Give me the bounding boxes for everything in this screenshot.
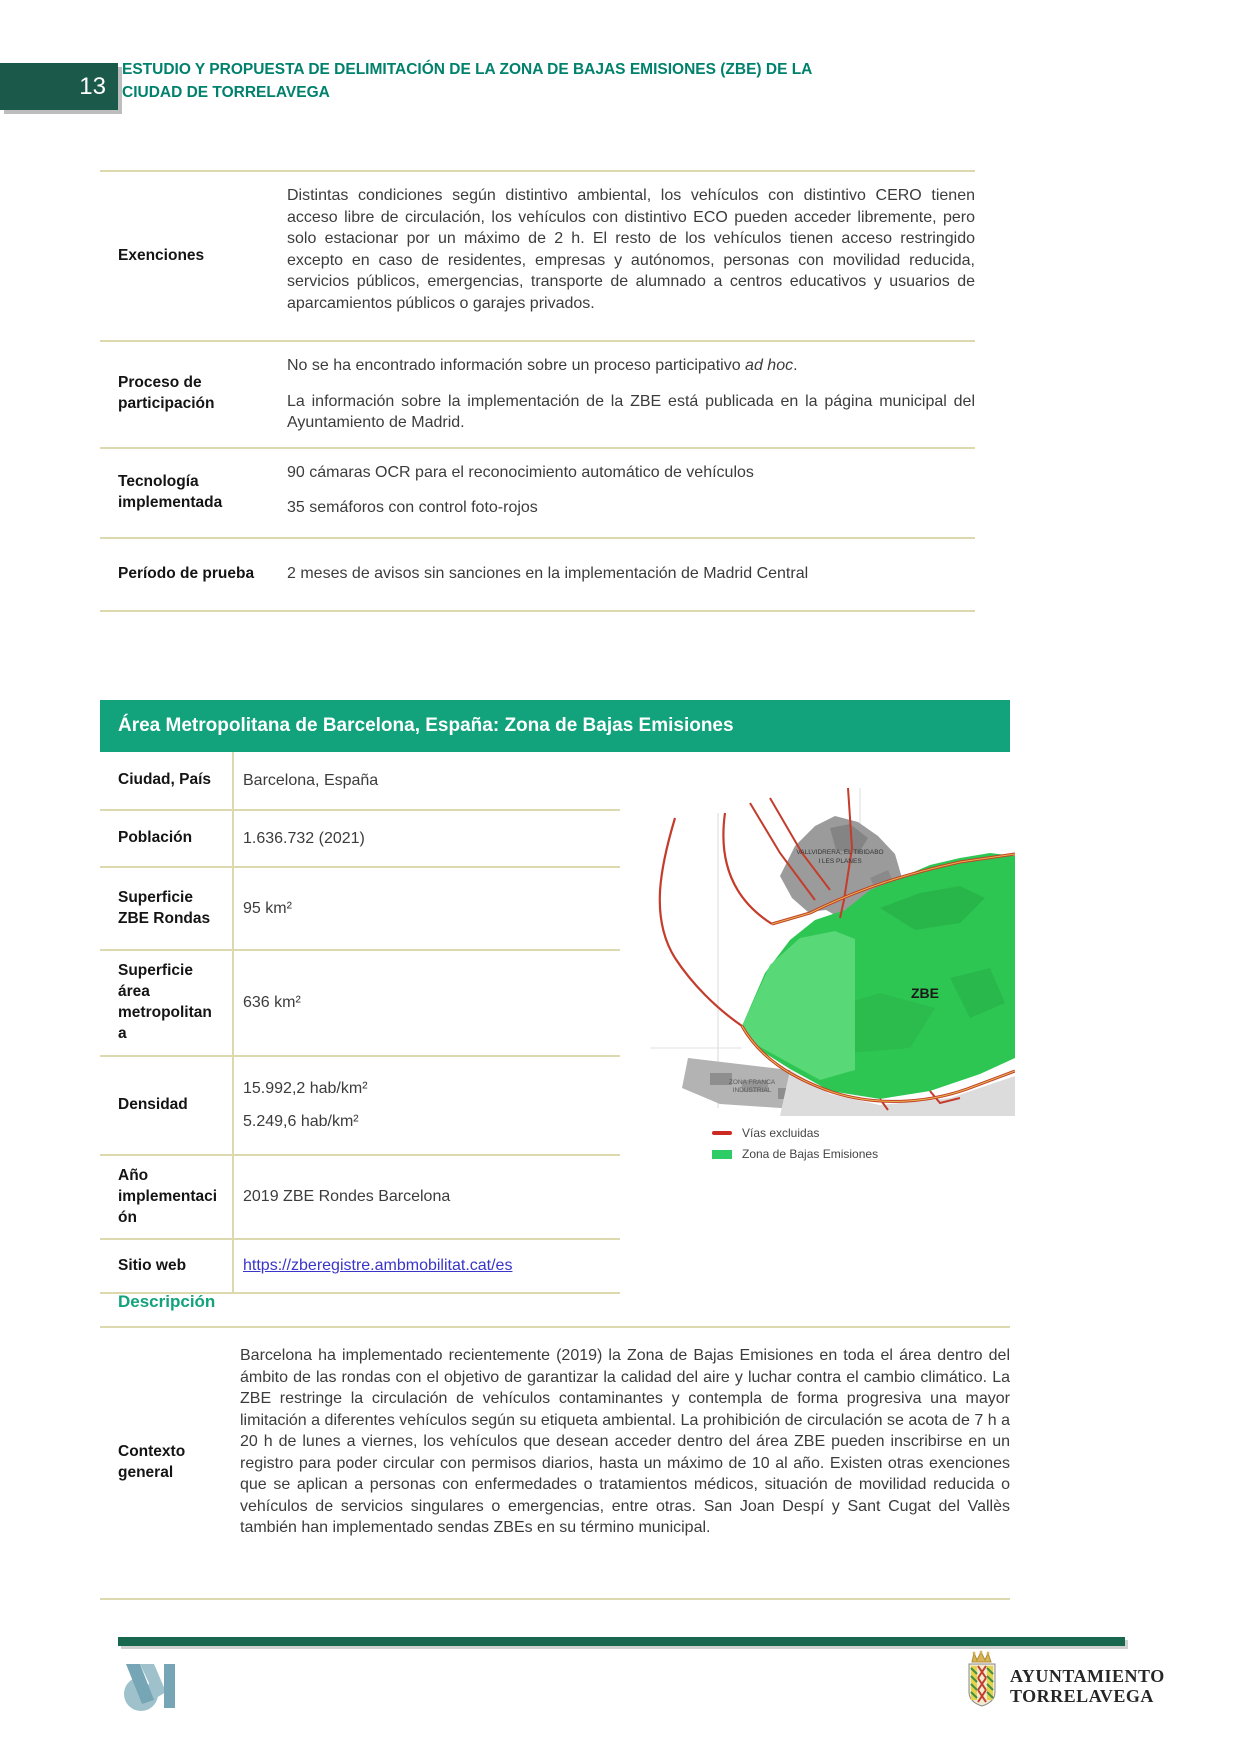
row-label: Exenciones xyxy=(118,246,205,264)
zbe-register-link[interactable]: https://zberegistre.ambmobilitat.cat/es xyxy=(243,1257,513,1275)
section-banner-title: Área Metropolitana de Barcelona, España: Zona de Bajas Emisiones xyxy=(118,715,734,736)
table-row-contexto-general xyxy=(100,1326,1010,1600)
row-label: Superficie área metropolitana xyxy=(118,962,212,1042)
row-label: Densidad xyxy=(118,1095,188,1113)
excluded-roads-swatch-icon xyxy=(712,1131,732,1135)
barcelona-zbe-map xyxy=(630,758,1015,1116)
row-value-2: 5.249,6 hab/km² xyxy=(243,1113,359,1131)
row-label: Sitio web xyxy=(118,1256,187,1274)
row-text: Barcelona ha implementado recientemente (2019) la Zona de Bajas Emisiones en toda el área dentro del ámbito de las rondas con el objetivo de garantizar la calidad del aire y luchar contra el cambio climático. La ZBE restringe la circulación de vehículos contaminantes y contempla de forma progresiva una mayor limitación a diferentes vehículos según su etiqueta ambiental. La prohibición de circulación se acota de 7 h a 20 h de lunes a viernes, los vehículos que desean acceder dentro del área ZBE pueden inscribirse en un registro para poder circular con permisos diarios, hasta un máximo de 10 al año. Existen otras exenciones que se aplican a personas con enfermedades o tratamientos médicos, situación de movilidad reducida o vehículos de servicios singulares o emergencias, entre otras. San Joan Despí y Sant Cugat del Vallès también han implementado sendas ZBEs en su término municipal. xyxy=(240,1347,1010,1536)
page-number-box xyxy=(0,63,118,110)
document-title-line2: CIUDAD DE TORRELAVEGA xyxy=(122,84,330,102)
proceso-text-prefix: No se ha encontrado información sobre un proceso participativo xyxy=(287,357,746,374)
table-row-periodo xyxy=(100,539,975,612)
organization-logo xyxy=(120,1658,182,1714)
map-label-zbe: ZBE xyxy=(911,985,939,1001)
row-label: Superficie ZBE Rondas xyxy=(118,888,211,927)
row-text: Distintas condiciones según distintivo ambiental, los vehículos con distintivo CERO tienen acceso libre de circulación, los vehículos con distintivo ECO pueden acceder libremente, pero solo estacionar por un máximo de 2 h. El resto de los vehículos tienen acceso restringido excepto en caso de residentes, empresas y autónomos, personas con movilidad reducida, servicios públicos, emergencias, transporte de alumnado a centros educativos y usuarios de aparcamientos públicos o garajes privados. xyxy=(287,187,975,312)
map-label-vallvidrera-1: VALLVIDRERA, EL TIBIDABO xyxy=(796,849,884,856)
proceso-text-italic: ad hoc xyxy=(745,357,794,374)
proceso-text-suffix: . xyxy=(793,357,798,374)
row-text-2: La información sobre la implementación de la ZBE está publicada en la página municipal del Ayuntamiento de Madrid. xyxy=(287,392,975,431)
table-row-ciudad xyxy=(100,752,620,811)
map-label-zona-franca-2: INDUSTRIAL xyxy=(732,1087,772,1094)
footer-rule xyxy=(118,1637,1125,1646)
organization-name xyxy=(1010,1666,1165,1706)
row-label: Año implementación xyxy=(118,1166,218,1226)
org-name-line1: AYUNTAMIENTO xyxy=(1010,1665,1165,1686)
row-value-1: 15.992,2 hab/km² xyxy=(243,1079,368,1097)
legend-label-vias: Vías excluidas xyxy=(742,1126,820,1140)
coat-of-arms-icon xyxy=(962,1648,1004,1710)
barcelona-zbe-table xyxy=(100,752,620,1294)
table-row-superficie-area xyxy=(100,951,620,1057)
row-value: 2019 ZBE Rondes Barcelona xyxy=(243,1188,451,1206)
legend-item-vias xyxy=(712,1126,878,1140)
ayuntamiento-logo xyxy=(962,1648,1165,1710)
row-text-1 xyxy=(287,355,975,377)
org-name-line2: TORRELAVEGA xyxy=(1010,1686,1154,1706)
legend-label-zona: Zona de Bajas Emisiones xyxy=(742,1147,879,1161)
map-label-vallvidrera-2: I LES PLANES xyxy=(818,858,862,865)
row-value: 95 km² xyxy=(243,899,292,917)
section-banner-barcelona xyxy=(100,700,1010,752)
map-label-zona-franca-1: ZONA FRANCA xyxy=(728,1079,776,1086)
row-label: Proceso de participación xyxy=(118,374,215,413)
table-row-exenciones xyxy=(100,172,975,342)
row-label: Período de prueba xyxy=(118,564,255,582)
row-label: Contexto general xyxy=(118,1443,186,1481)
row-label: Ciudad, País xyxy=(118,771,212,789)
row-value: Barcelona, España xyxy=(243,771,379,789)
page-number: 13 xyxy=(79,72,106,100)
row-text: 2 meses de avisos sin sanciones en la implementación de Madrid Central xyxy=(287,565,809,583)
document-title-line1: ESTUDIO Y PROPUESTA DE DELIMITACIÓN DE LA ZONA DE BAJAS EMISIONES (ZBE) DE LA xyxy=(122,61,813,78)
document-title xyxy=(122,58,942,105)
table-row-densidad xyxy=(100,1057,620,1156)
madrid-zbe-table xyxy=(100,170,975,612)
zbe-zone-swatch-icon xyxy=(712,1150,732,1159)
descripcion-heading: Descripción xyxy=(118,1292,216,1311)
table-row-sitio-web xyxy=(100,1240,620,1294)
row-value: 636 km² xyxy=(243,994,301,1012)
row-label: Tecnología implementada xyxy=(118,472,223,511)
row-value: 1.636.732 (2021) xyxy=(243,829,365,847)
table-row-anio xyxy=(100,1156,620,1241)
map-legend xyxy=(712,1126,878,1168)
legend-item-zona xyxy=(712,1147,878,1161)
row-text-1: 90 cámaras OCR para el reconocimiento automático de vehículos xyxy=(287,463,754,481)
row-text-2: 35 semáforos con control foto-rojos xyxy=(287,499,538,516)
table-row-tecnologia xyxy=(100,449,975,539)
table-row-poblacion xyxy=(100,811,620,868)
row-label: Población xyxy=(118,829,193,847)
table-row-proceso xyxy=(100,342,975,449)
table-row-superficie-zbe xyxy=(100,868,620,951)
